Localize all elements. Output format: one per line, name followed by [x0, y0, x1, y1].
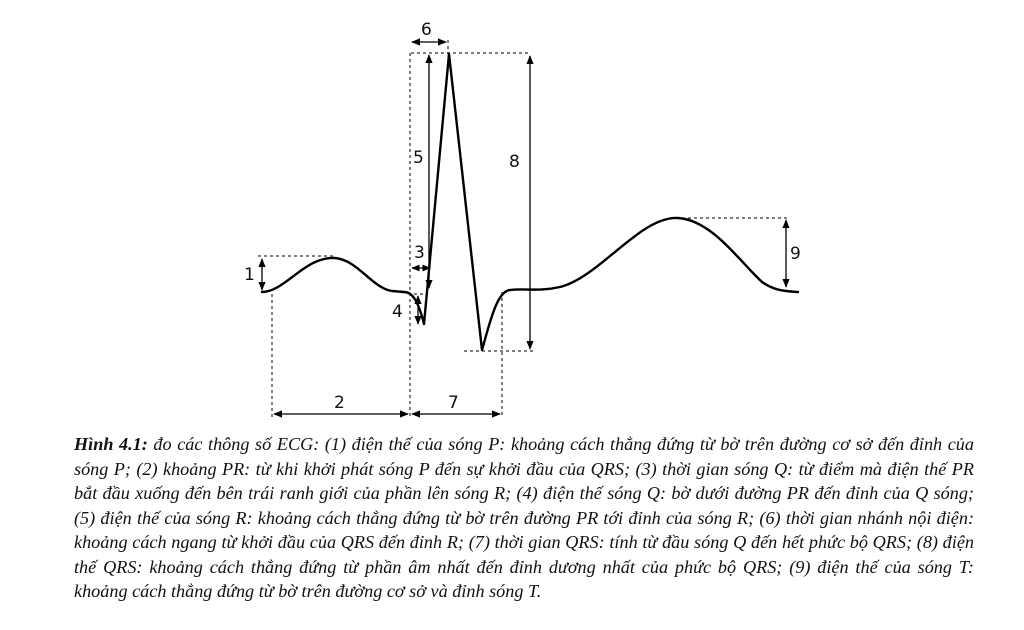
- label-4: 4: [392, 302, 403, 322]
- measure-9: [676, 218, 801, 287]
- label-5: 5: [413, 148, 424, 168]
- caption-text: đo các thông số ECG: (1) điện thế của sóng P: khoảng cách thẳng đứng từ bờ trên đường cơ sở đến đỉnh của sóng P; (2) khoảng PR: từ khi khởi phát sóng P đến sự khởi đầu của QRS; (3) thời gian sóng Q: từ điểm mà điện thế PR bắt đầu xuống đến bên trái ranh giới của phần lên sóng R; (4) điện thế sóng Q: bờ dưới đường PR đến đỉnh của Q sóng; (5) điện thế của sóng R: khoảng cách thẳng đứng từ bờ trên đường PR tới đỉnh của sóng R; (6) thời gian nhánh nội điện: khoảng cách ngang từ khởi đầu của QRS đến đỉnh R; (7) thời gian QRS: tính từ đầu sóng Q đến hết phức bộ QRS; (8) điện thế QRS: khoảng cách thẳng đứng từ phần âm nhất đến đỉnh dương nhất của phức bộ QRS; (9) điện thế của sóng T: khoảng cách thẳng đứng từ bờ trên đường cơ sở và đỉnh sóng T.: [74, 434, 974, 601]
- caption-prefix: Hình 4.1:: [74, 434, 148, 454]
- measure-2: [272, 53, 410, 418]
- label-1: 1: [244, 265, 255, 285]
- label-8: 8: [509, 152, 520, 172]
- measure-6: [411, 20, 530, 54]
- measure-3: [412, 243, 430, 268]
- measure-8: [464, 56, 534, 351]
- measure-1: [244, 256, 335, 290]
- label-9: 9: [790, 244, 801, 264]
- label-6: 6: [421, 20, 432, 40]
- label-2: 2: [334, 393, 345, 413]
- label-3: 3: [414, 243, 425, 263]
- label-7: 7: [448, 393, 459, 413]
- figure-caption: [74, 432, 974, 604]
